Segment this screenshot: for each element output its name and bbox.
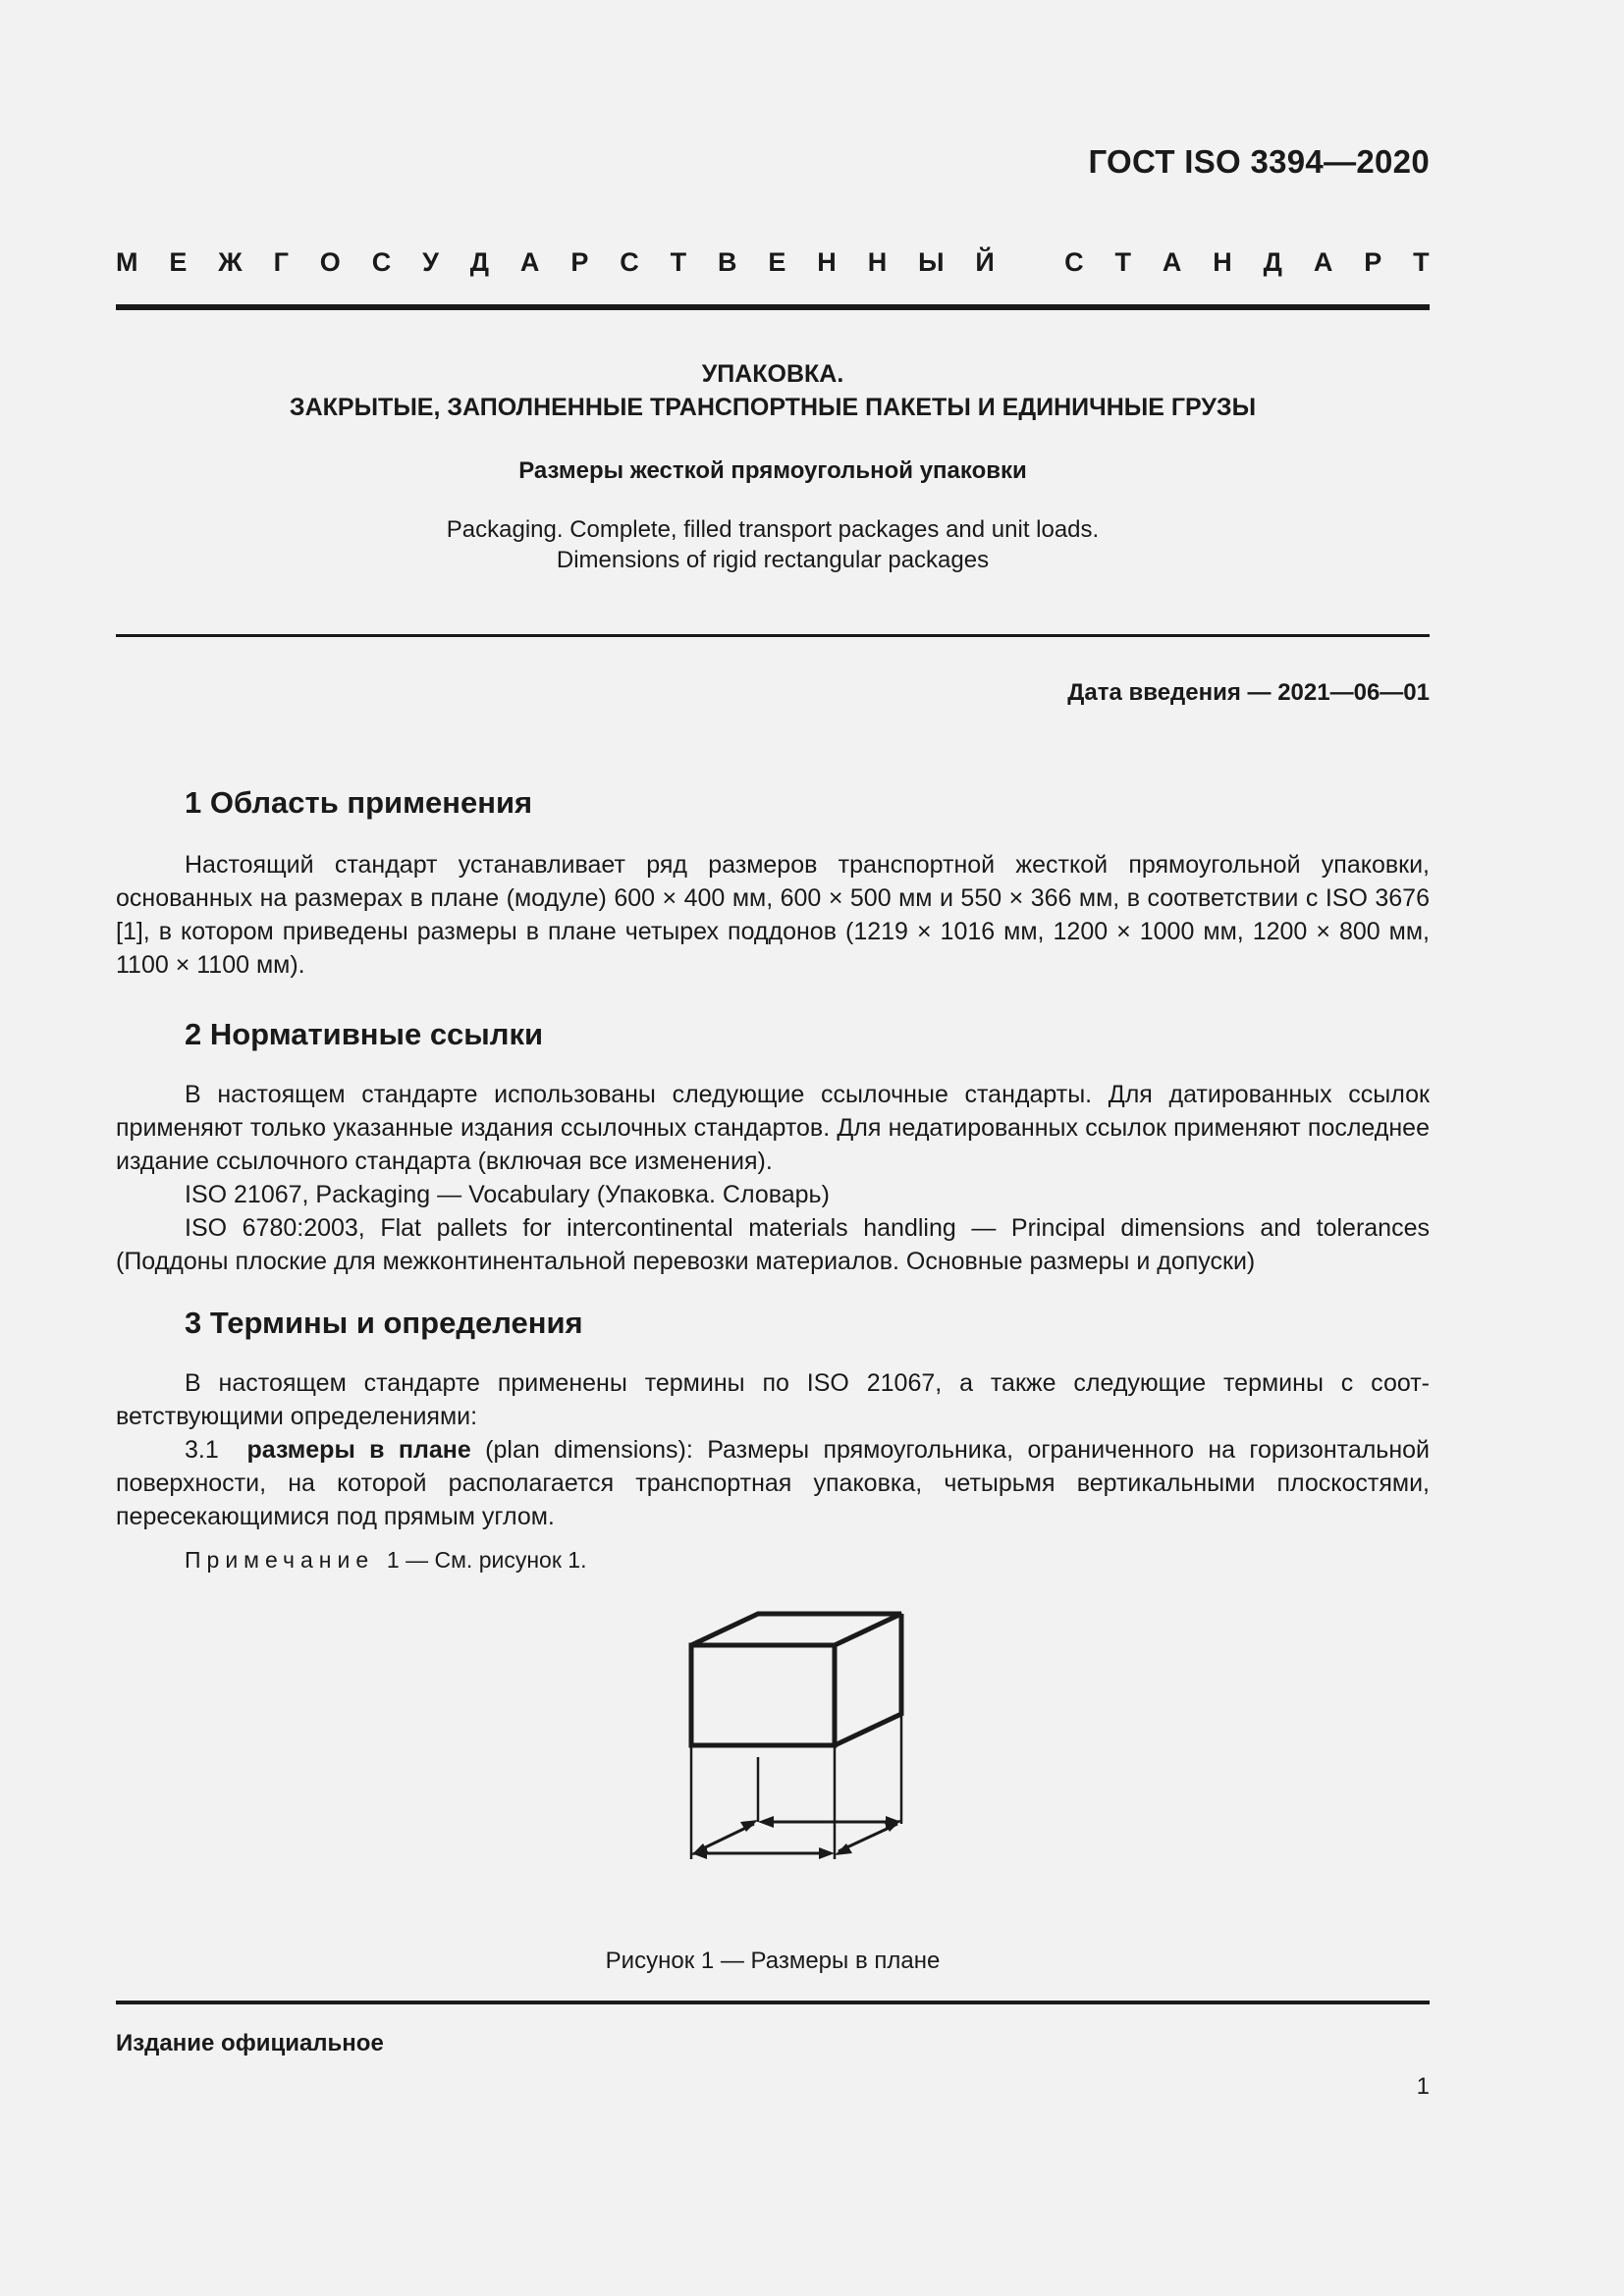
section-2-heading: 2 Нормативные ссылки bbox=[185, 1017, 544, 1051]
term-name: размеры в плане bbox=[246, 1436, 471, 1464]
standard-type-letter: С bbox=[371, 247, 392, 277]
arrow-depth-left-bottom bbox=[691, 1843, 709, 1855]
title-line-1: УПАКОВКА. bbox=[701, 360, 844, 388]
title-line-2: ЗАКРЫТЫЕ, ЗАПОЛНЕННЫЕ ТРАНСПОРТНЫЕ ПАКЕТЫ И ЕДИНИЧНЫЕ ГРУЗЫ bbox=[289, 394, 1257, 421]
section-1-heading: 1 Область применения bbox=[185, 785, 533, 820]
section-3-body bbox=[116, 1366, 1430, 1533]
standard-type-letter: Р bbox=[570, 247, 589, 277]
standard-type-letter: Е bbox=[169, 247, 188, 277]
note-text: 1 — См. рисунок 1. bbox=[386, 1547, 587, 1573]
standard-type-letter: Е bbox=[768, 247, 786, 277]
document-page bbox=[116, 0, 1430, 2296]
section-3-paragraph: В настоящем стандарте применены термины по ISO 21067, а также следующие термины с соответствующими определениями: bbox=[116, 1369, 1430, 1430]
section-2-paragraph: В настоящем стандарте использованы следующие ссылочные стандарты. Для датированных ссылок применяют только указанные издания ссылочных стандартов. Для недатированных ссылок применяют последнее издание ссылочного стандарта (включая все изменения). bbox=[116, 1081, 1430, 1175]
standard-type-letter: А bbox=[1313, 247, 1333, 277]
section-1-paragraph: Настоящий стандарт устанавливает ряд размеров транспортной жесткой прямоугольной упаковки, основанных на размерах в плане (модуле) 600 × 400 мм, 600 × 500 мм и 550 × 366 мм, в соответствии с ISO 3676 [1], в котором приведены размеры в плане четырех поддонов (1219 × 1016 мм, 1200 × 1000 мм, 1200 × 800 мм, 1100 × 1100 мм). bbox=[116, 851, 1430, 979]
standard-type-letter: Н bbox=[817, 247, 837, 277]
note-label: Примечание bbox=[185, 1547, 375, 1573]
standard-type-letter: А bbox=[519, 247, 540, 277]
english-title bbox=[116, 514, 1430, 575]
term-number: 3.1 bbox=[185, 1436, 219, 1464]
header-rule bbox=[116, 304, 1430, 310]
term-definition-text: (plan dimensions): Размеры прямоугольника, ограниченного на горизонтальной поверхности, на которой располагается транспортная упаковка, четырьмя вертикальными плоскостями, пересекающимися под прямым углом. bbox=[116, 1436, 1431, 1530]
standard-type-letter: Ж bbox=[218, 247, 243, 277]
standard-type-letter: М bbox=[116, 247, 138, 277]
standard-type-letter: Н bbox=[867, 247, 888, 277]
subtitle: Размеры жесткой прямоугольной упаковки bbox=[518, 457, 1027, 484]
standard-type-letter: У bbox=[422, 247, 439, 277]
standard-type-letter: С bbox=[1064, 247, 1084, 277]
standard-type-letter: Ы bbox=[918, 247, 945, 277]
box-top-face bbox=[691, 1614, 901, 1645]
standard-type-letter: Й bbox=[975, 247, 995, 277]
title-block bbox=[116, 357, 1430, 575]
box-side-face bbox=[835, 1614, 901, 1745]
section-3-heading: 3 Термины и определения bbox=[185, 1306, 583, 1340]
reference-1: ISO 21067, Packaging — Vocabulary (Упаковка. Словарь) bbox=[185, 1181, 830, 1208]
standard-type-letter bbox=[1026, 247, 1034, 278]
section-2-body bbox=[116, 1078, 1430, 1278]
standard-type-letter: Н bbox=[1213, 247, 1232, 277]
title-rule bbox=[116, 634, 1430, 637]
document-code: ГОСТ ISO 3394—2020 bbox=[1088, 143, 1430, 180]
introduction-date: Дата введения — 2021—06—01 bbox=[1067, 679, 1430, 706]
standard-type-letter: А bbox=[1162, 247, 1182, 277]
standard-type-letter: Г bbox=[273, 247, 289, 277]
standard-type-letter: Д bbox=[469, 247, 490, 277]
figure-caption: Рисунок 1 — Размеры в плане bbox=[605, 1948, 941, 1974]
standard-type-letter: О bbox=[319, 247, 341, 277]
standard-type-letter: Т bbox=[1413, 247, 1430, 277]
english-title-line-2: Dimensions of rigid rectangular packages bbox=[556, 547, 990, 573]
arrow-width-right bbox=[819, 1847, 835, 1859]
standard-type-letter: С bbox=[620, 247, 639, 277]
section-1-body bbox=[116, 848, 1430, 982]
standard-type-letter: Т bbox=[1114, 247, 1131, 277]
standard-type-banner bbox=[116, 247, 1430, 278]
term-definition bbox=[116, 1433, 1430, 1533]
official-edition-label: Издание официальное bbox=[116, 2030, 384, 2056]
reference-2: ISO 6780:2003, Flat pallets for intercontinental materials handling — Principal dimensions and tolerances (Поддоны плоские для межконтинентальной перевозки материалов. Основные размеры и допуски) bbox=[116, 1214, 1430, 1275]
standard-type-letter: Т bbox=[670, 247, 687, 277]
figure-plan-dimensions bbox=[685, 1600, 1039, 1875]
standard-type-letter: Д bbox=[1263, 247, 1282, 277]
footer-rule bbox=[116, 2001, 1430, 2004]
page-number: 1 bbox=[1416, 2073, 1430, 2100]
note bbox=[185, 1547, 586, 1574]
english-title-line-1: Packaging. Complete, filled transport packages and unit loads. bbox=[446, 516, 1100, 543]
arrow-back-left bbox=[758, 1816, 774, 1828]
standard-type-letter: Р bbox=[1364, 247, 1382, 277]
standard-type-letter: В bbox=[718, 247, 737, 277]
box-front-face bbox=[691, 1645, 835, 1745]
